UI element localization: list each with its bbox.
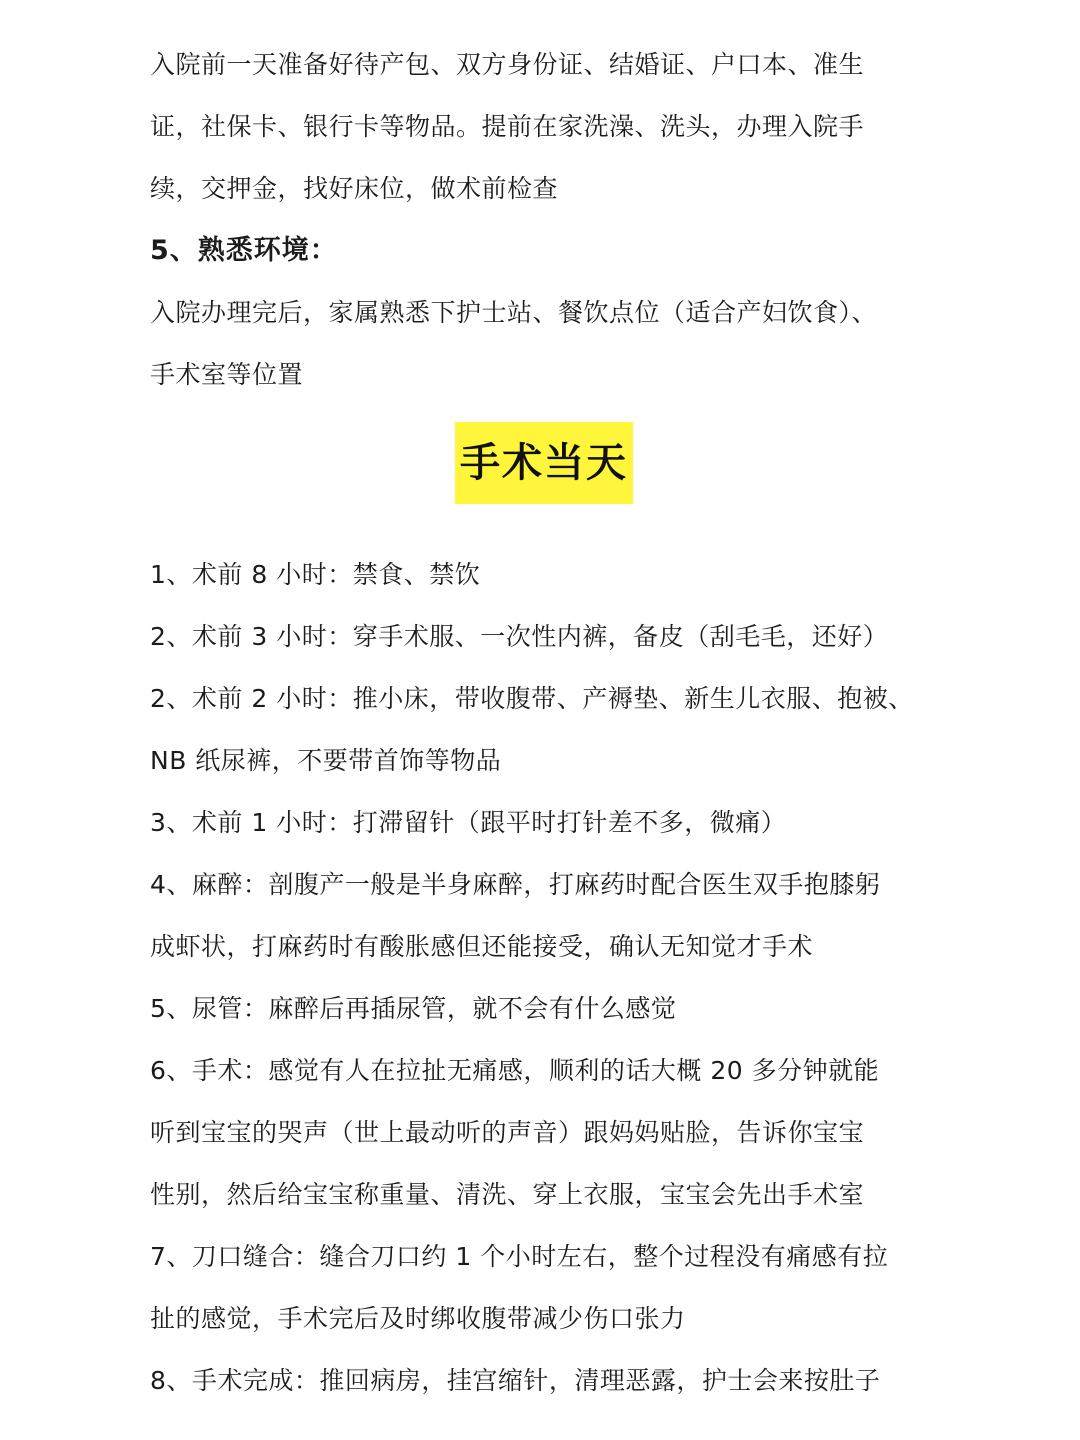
- step-line: 6、手术：感觉有人在拉扯无痛感，顺利的话大概 20 多分钟就能: [150, 1056, 880, 1085]
- step-line: 3、术前 1 小时：打滞留针（跟平时打针差不多，微痛）: [150, 808, 787, 837]
- step-line: 成虾状，打麻药时有酸胀感但还能接受，确认无知觉才手术: [150, 932, 814, 961]
- step-line: 2、术前 2 小时：推小床，带收腹带、产褥垫、新生儿衣服、抱被、: [150, 684, 914, 713]
- step-line: 2、术前 3 小时：穿手术服、一次性内裤，备皮（刮毛毛，还好）: [150, 622, 889, 651]
- step-line: 性别，然后给宝宝称重量、清洗、穿上衣服，宝宝会先出手术室: [150, 1180, 865, 1209]
- step-line: NB 纸尿裤，不要带首饰等物品: [150, 746, 502, 775]
- text-line: 证，社保卡、银行卡等物品。提前在家洗澡、洗头，办理入院手: [150, 112, 865, 141]
- text-line: 手术室等位置: [150, 360, 304, 389]
- step-line: 4、麻醉：剖腹产一般是半身麻醉，打麻药时配合医生双手抱膝躬: [150, 870, 881, 899]
- section-5: [150, 220, 950, 406]
- step-line: 听到宝宝的哭声（世上最动听的声音）跟妈妈贴脸，告诉你宝宝: [150, 1118, 865, 1147]
- banner-container: [150, 406, 950, 518]
- intro-paragraph: [150, 34, 950, 220]
- step-line: 5、尿管：麻醉后再插尿管，就不会有什么感觉: [150, 994, 677, 1023]
- spacer: [150, 518, 950, 544]
- text-line: 入院办理完后，家属熟悉下护士站、餐饮点位（适合产妇饮食）、: [150, 298, 878, 327]
- text-line: 入院前一天准备好待产包、双方身份证、结婚证、户口本、准生: [150, 50, 865, 79]
- step-line: 1、术前 8 小时：禁食、禁饮: [150, 560, 481, 589]
- section-heading: 5、熟悉环境：: [150, 235, 338, 266]
- surgery-steps: [150, 544, 950, 1412]
- step-line: 7、刀口缝合：缝合刀口约 1 个小时左右，整个过程没有痛感有拉: [150, 1242, 889, 1271]
- document-page: [150, 34, 950, 1412]
- text-line: 续，交押金，找好床位，做术前检查: [150, 174, 559, 203]
- section-banner: 手术当天: [455, 422, 633, 504]
- step-line: 扯的感觉，手术完后及时绑收腹带减少伤口张力: [150, 1304, 686, 1333]
- step-line: 8、手术完成：推回病房，挂宫缩针，清理恶露，护士会来按肚子: [150, 1366, 881, 1395]
